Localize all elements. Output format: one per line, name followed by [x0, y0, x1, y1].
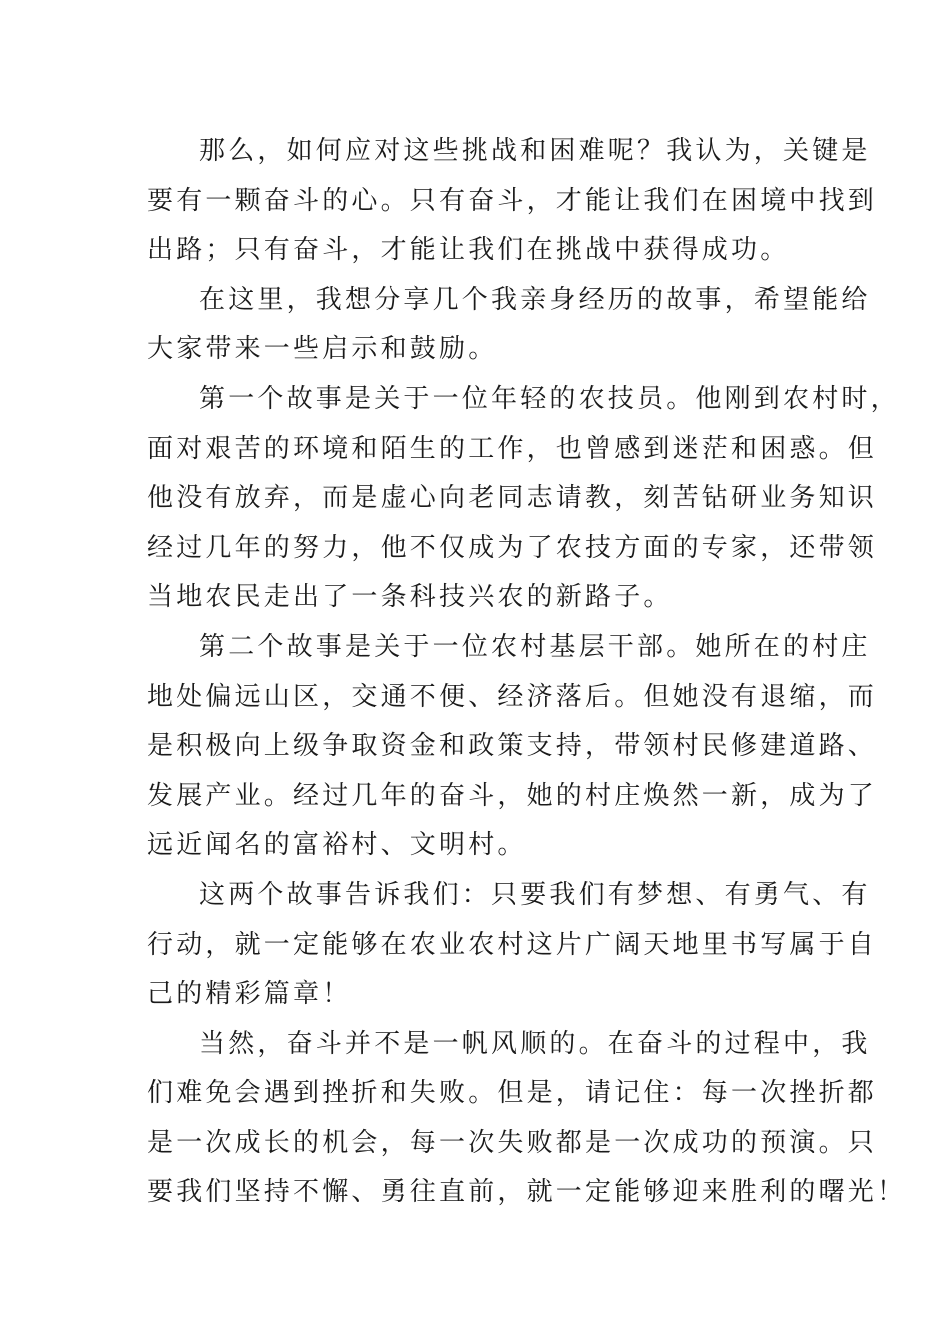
paragraph-line: 那么，如何应对这些挑战和困难呢？我认为，关键是 [199, 136, 871, 166]
paragraph-line: 当然，奋斗并不是一帆风顺的。在奋斗的过程中，我 [199, 1028, 871, 1059]
paragraph-line: 大家带来一些启示和鼓励。 [147, 334, 498, 365]
paragraph-line: 第一个故事是关于一位年轻的农技员。他刚到农村时， [199, 383, 900, 414]
paragraph-line: 己的精彩篇章！ [147, 979, 352, 1010]
paragraph-line: 是一次成长的机会，每一次失败都是一次成功的预演。只 [147, 1127, 878, 1158]
paragraph-line: 经过几年的努力，他不仅成为了农技方面的专家，还带领 [147, 532, 878, 563]
paragraph-line: 当地农民走出了一条科技兴农的新路子。 [147, 582, 673, 613]
paragraph-line: 地处偏远山区，交通不便、经济落后。但她没有退缩，而 [147, 681, 878, 712]
paragraph-line: 出路；只有奋斗，才能让我们在挑战中获得成功。 [147, 235, 790, 266]
paragraph-line: 第二个故事是关于一位农村基层干部。她所在的村庄 [199, 631, 871, 662]
paragraph-line: 这两个故事告诉我们：只要我们有梦想、有勇气、有 [199, 879, 871, 910]
paragraph-line: 面对艰苦的环境和陌生的工作，也曾感到迷茫和困惑。但 [147, 433, 878, 464]
paragraph-line: 他没有放弃，而是虚心向老同志请教，刻苦钻研业务知识 [147, 483, 878, 514]
paragraph-line: 在这里，我想分享几个我亲身经历的故事，希望能给 [199, 284, 871, 315]
document-body [147, 127, 907, 1218]
paragraph-line: 要有一颗奋斗的心。只有奋斗，才能让我们在困境中找到 [147, 185, 878, 216]
paragraph-line: 们难免会遇到挫折和失败。但是，请记住：每一次挫折都 [147, 1078, 878, 1109]
paragraph-line: 远近闻名的富裕村、文明村。 [147, 830, 527, 861]
paragraph-line: 发展产业。经过几年的奋斗，她的村庄焕然一新，成为了 [147, 780, 878, 811]
paragraph-line: 行动，就一定能够在农业农村这片广阔天地里书写属于自 [147, 929, 878, 960]
paragraph-line: 要我们坚持不懈、勇往直前，就一定能够迎来胜利的曙光！ [147, 1177, 907, 1208]
paragraph-line: 是积极向上级争取资金和政策支持，带领村民修建道路、 [147, 731, 878, 762]
